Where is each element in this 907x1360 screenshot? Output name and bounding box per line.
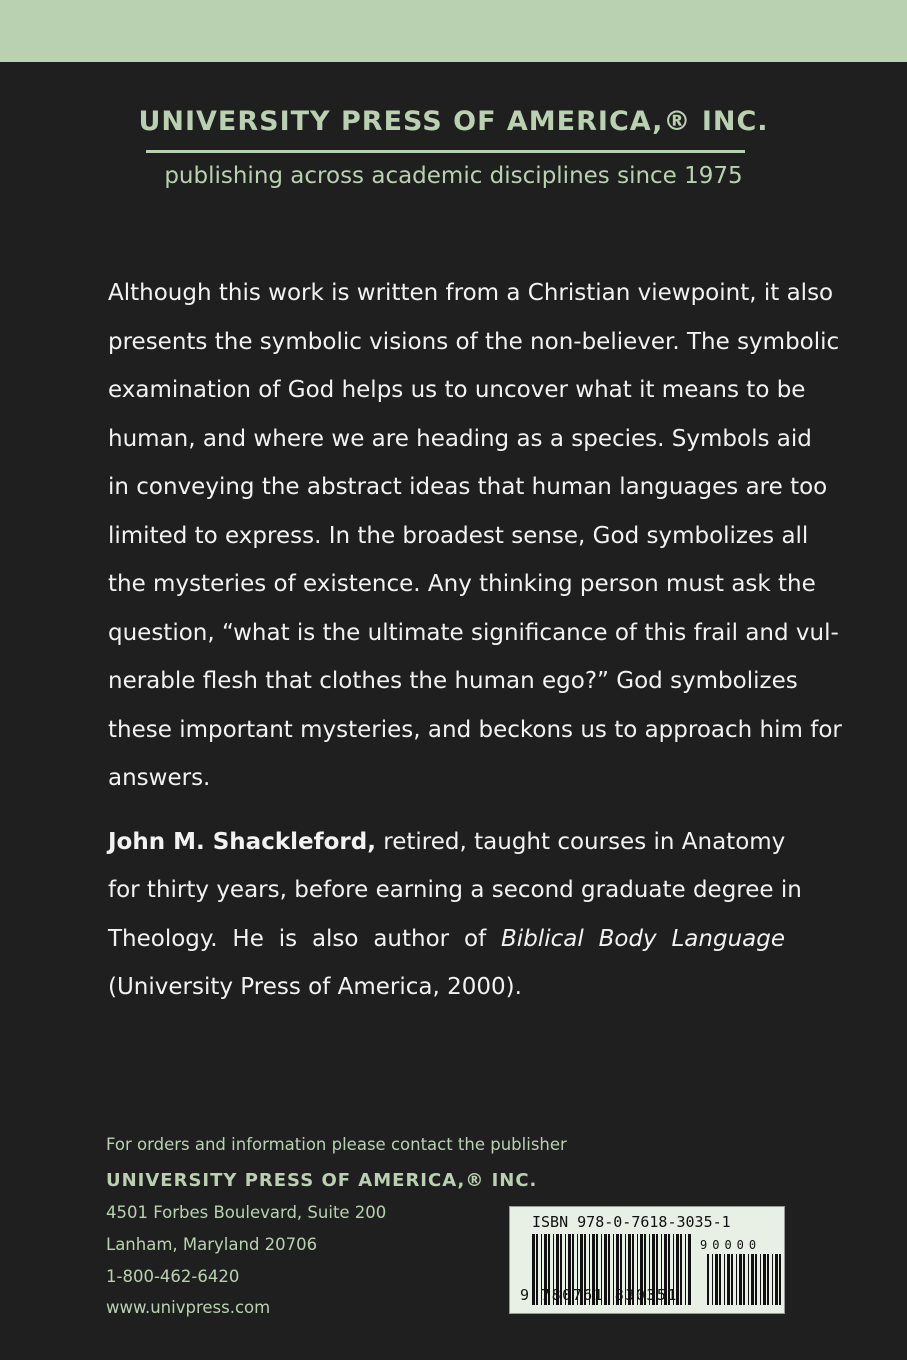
barcode-bar	[712, 1254, 713, 1305]
description-line: Although this work is written from a Christian viewpoint, it also	[108, 280, 834, 306]
description-line: the mysteries of existence. Any thinking person must ask the	[108, 571, 816, 597]
barcode-bar	[772, 1254, 773, 1305]
description-line: presents the symbolic visions of the non-believer. The symbolic	[108, 328, 840, 355]
book-title: Biblical Body Language	[501, 926, 785, 952]
barcode-bar	[763, 1254, 766, 1305]
barcode-bar	[688, 1234, 691, 1305]
barcode-bar	[715, 1254, 718, 1305]
author-bio-line: (University Press of America, 2000).	[108, 974, 522, 1000]
publisher-tagline: publishing across academic disciplines since 1975	[164, 163, 743, 189]
contact-publisher: UNIVERSITY PRESS OF AMERICA,® INC.	[106, 1170, 538, 1191]
website-link[interactable]: www.univpress.com	[106, 1298, 271, 1317]
description-line: limited to express. In the broadest sense, God symbolizes all	[108, 522, 809, 549]
barcode-bar	[680, 1234, 682, 1305]
barcode-digits: 9 780761 830351	[520, 1286, 678, 1304]
description-line: in conveying the abstract ideas that human languages are too	[108, 474, 828, 500]
barcode-bar	[707, 1254, 709, 1305]
barcode-bar	[736, 1254, 737, 1305]
barcode-bar	[748, 1254, 749, 1305]
top-color-band	[0, 0, 907, 62]
author-bio-line	[108, 829, 785, 855]
isbn-barcode	[509, 1206, 785, 1314]
barcode-bar	[731, 1254, 733, 1305]
author-bio-line: for thirty years, before earning a second graduate degree in	[108, 877, 802, 903]
description-line: these important mysteries, and beckons us to approach him for	[108, 716, 842, 743]
barcode-bar	[724, 1254, 725, 1305]
contact-intro: For orders and information please contact the publisher	[106, 1135, 567, 1154]
author-bio-text: Theology. He is also author of	[108, 926, 502, 952]
address-line-2: Lanham, Maryland 20706	[106, 1235, 318, 1254]
barcode-addon: 90000	[700, 1238, 762, 1252]
address-line-1: 4501 Forbes Boulevard, Suite 200	[106, 1203, 387, 1222]
isbn-text: ISBN 978-0-7618-3035-1	[532, 1213, 731, 1231]
barcode-bar	[755, 1254, 757, 1305]
barcode-bar	[739, 1254, 742, 1305]
barcode-bar	[767, 1254, 769, 1305]
barcode-bar	[751, 1254, 754, 1305]
description-line: examination of God helps us to uncover what it means to be	[108, 377, 806, 403]
description-line: human, and where we are heading as a species. Symbols aid	[108, 425, 812, 452]
header-divider	[146, 150, 745, 153]
author-name: John M. Shackleford,	[108, 829, 376, 855]
barcode-bar	[743, 1254, 745, 1305]
description-line: nerable flesh that clothes the human ego?” God symbolizes	[108, 668, 798, 694]
description-line: answers.	[108, 765, 211, 791]
barcode-bar	[685, 1234, 686, 1305]
publisher-name: UNIVERSITY PRESS OF AMERICA,® INC.	[138, 106, 769, 137]
barcode-bar	[760, 1254, 761, 1305]
description-line: question, “what is the ultimate significance of this frail and vul-	[108, 619, 839, 646]
barcode-bar	[719, 1254, 721, 1305]
author-bio-line	[108, 926, 785, 952]
phone-number: 1-800-462-6420	[106, 1267, 240, 1286]
author-bio-text: retired, taught courses in Anatomy	[375, 829, 786, 855]
barcode-bar	[779, 1254, 781, 1305]
barcode-bar	[775, 1254, 778, 1305]
barcode-bar	[727, 1254, 730, 1305]
